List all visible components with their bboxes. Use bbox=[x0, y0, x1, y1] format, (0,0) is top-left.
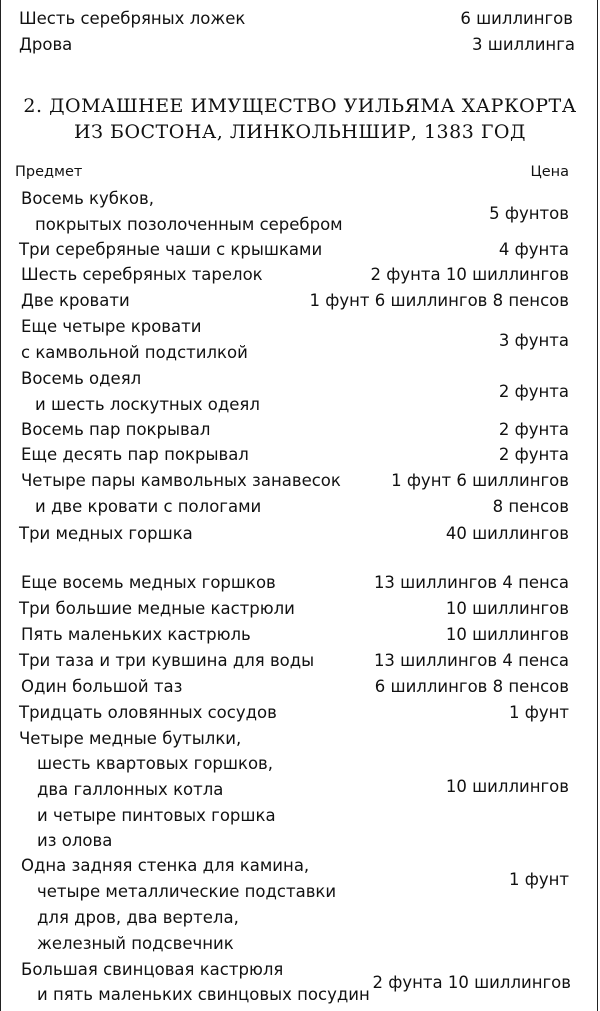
entry-line: Две кровати bbox=[21, 291, 130, 310]
entry-price: 2 фунта bbox=[498, 382, 569, 401]
entry-price: 10 шиллингов bbox=[445, 625, 569, 644]
entry-price: 3 фунта bbox=[498, 331, 569, 350]
entry-line: четыре металлические подставки bbox=[37, 882, 337, 901]
entry-line: и четыре пинтовых горшка bbox=[37, 806, 276, 825]
entry-line: Восемь одеял bbox=[21, 369, 142, 388]
entry-price: 13 шиллингов 4 пенса bbox=[373, 573, 569, 592]
entry-line: Четыре медные бутылки, bbox=[19, 729, 242, 748]
item-name: Шесть серебряных ложек bbox=[19, 9, 246, 28]
item-price: 6 шиллингов bbox=[460, 9, 573, 28]
section-heading-line-2: ИЗ БОСТОНА, ЛИНКОЛЬНШИР, 1383 ГОД bbox=[74, 121, 526, 143]
entry-price: 40 шиллингов bbox=[445, 524, 569, 543]
entry-line: Четыре пары камвольных занавесок bbox=[21, 471, 341, 490]
item-name: Дрова bbox=[19, 35, 73, 54]
entry-price: 1 фунт bbox=[508, 703, 569, 722]
entry-line: Три таза и три кувшина для воды bbox=[19, 651, 315, 670]
entry-line: Три медных горшка bbox=[19, 524, 193, 543]
entry-price: 1 фунт 6 шиллингов 8 пенсов bbox=[309, 291, 569, 310]
entry-line: шесть квартовых горшков, bbox=[37, 754, 274, 773]
entry-line: покрытых позолоченным серебром bbox=[35, 215, 343, 234]
entry-line: Еще восемь медных горшков bbox=[21, 573, 276, 592]
entry-line: Еще четыре кровати bbox=[21, 317, 202, 336]
entry-line: два галлонных котла bbox=[37, 780, 224, 799]
entry-line: из олова bbox=[37, 831, 113, 850]
entry-line: Еще десять пар покрывал bbox=[21, 445, 249, 464]
entry-line: Одна задняя стенка для камина, bbox=[21, 856, 310, 875]
entry-price: 6 шиллингов 8 пенсов bbox=[374, 677, 569, 696]
entry-line: Три серебряные чаши с крышками bbox=[19, 240, 323, 259]
item-price: 3 шиллинга bbox=[472, 35, 575, 54]
entry-price: 2 фунта bbox=[498, 445, 569, 464]
entry-line: Один большой таз bbox=[21, 677, 183, 696]
entry-line: Три большие медные кастрюли bbox=[19, 599, 295, 618]
entry-price: 1 фунт bbox=[508, 870, 569, 889]
entry-price: 10 шиллингов bbox=[445, 777, 569, 796]
entry-line: Большая свинцовая кастрюля bbox=[21, 960, 284, 979]
entry-line: и шесть лоскутных одеял bbox=[35, 395, 260, 414]
entry-line: для дров, два вертела, bbox=[37, 908, 239, 927]
entry-line: Восемь пар покрывал bbox=[21, 420, 211, 439]
column-header-item: Предмет bbox=[15, 164, 83, 180]
entry-price: 1 фунт 6 шиллингов bbox=[391, 471, 569, 490]
entry-line: и две кровати с пологами bbox=[35, 497, 262, 516]
column-header-price: Цена bbox=[530, 164, 569, 180]
entry-price: 8 пенсов bbox=[492, 497, 569, 516]
entry-price: 4 фунта bbox=[498, 240, 569, 259]
entry-line: Восемь кубков, bbox=[21, 189, 154, 208]
entry-price: 2 фунта bbox=[498, 420, 569, 439]
entry-price: 10 шиллингов bbox=[445, 599, 569, 618]
entry-price: 13 шиллингов 4 пенса bbox=[373, 651, 569, 670]
entry-line: с камвольной подстилкой bbox=[21, 343, 248, 362]
entry-line: и пять маленьких свинцовых посудин bbox=[37, 985, 370, 1004]
entry-price: 5 фунтов bbox=[489, 204, 569, 223]
entry-price: 2 фунта 10 шиллингов bbox=[370, 265, 569, 284]
entry-price: 2 фунта 10 шиллингов bbox=[372, 973, 571, 992]
entry-line: Шесть серебряных тарелок bbox=[21, 265, 263, 284]
entry-line: Пять маленьких кастрюль bbox=[21, 625, 251, 644]
section-heading-line-1: 2. ДОМАШНЕЕ ИМУЩЕСТВО УИЛЬЯМА ХАРКОРТА bbox=[23, 95, 577, 117]
entry-line: железный подсвечник bbox=[37, 934, 234, 953]
entry-line: Тридцать оловянных сосудов bbox=[19, 703, 277, 722]
